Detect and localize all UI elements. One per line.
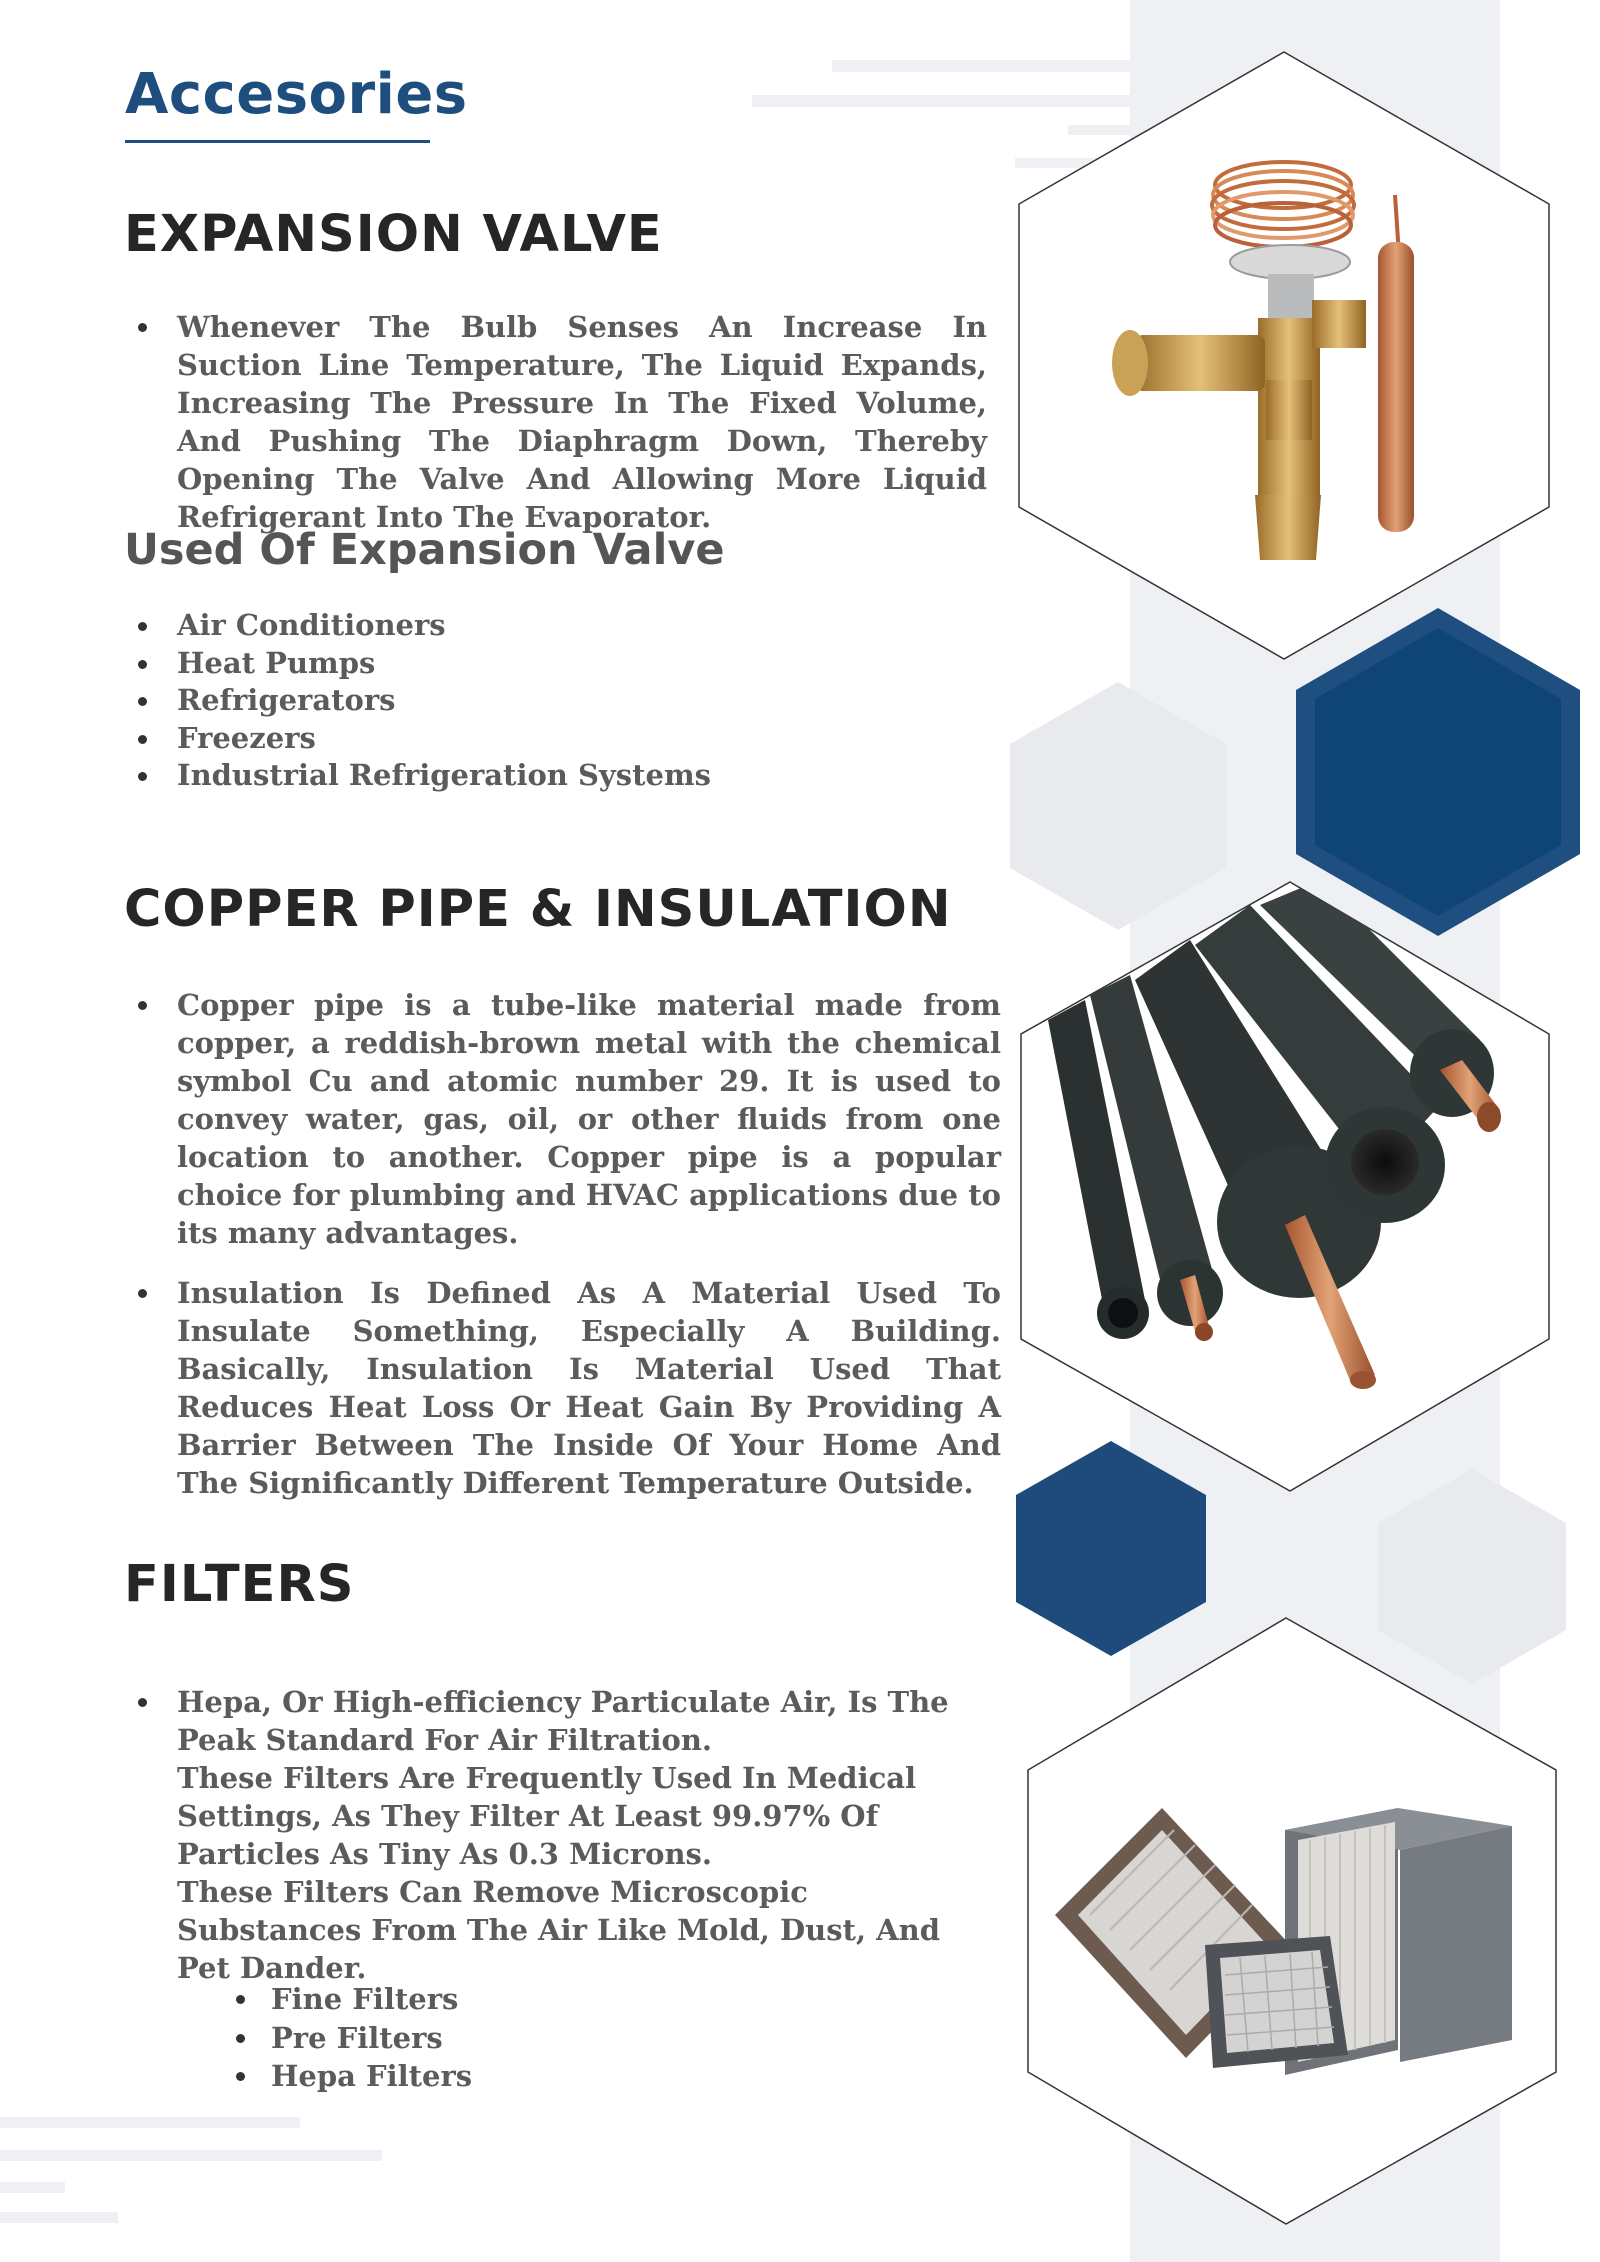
- list-item: Air Conditioners: [133, 607, 833, 645]
- list-item: Industrial Refrigeration Systems: [133, 757, 833, 795]
- expansion-valve-heading: EXPANSION VALVE: [124, 205, 663, 264]
- filters-line: Hepa, Or High-efficiency Particulate Air, Is The Peak Standard For Air Filtration.: [177, 1685, 949, 1757]
- navy-hexagon: [1016, 1441, 1206, 1656]
- copper-pipe-list: [133, 986, 1001, 1502]
- uses-heading: Used Of Expansion Valve: [124, 525, 725, 575]
- filter-types-list: [230, 1980, 472, 2096]
- title-underline: [125, 140, 430, 143]
- copper-pipe-heading: COPPER PIPE & INSULATION: [124, 880, 952, 939]
- list-item: Heat Pumps: [133, 645, 833, 683]
- filters-line: These Filters Can Remove Microscopic Substances From The Air Like Mold, Dust, And Pet Dander.: [177, 1875, 941, 1985]
- filters-line: These Filters Are Frequently Used In Medical Settings, As They Filter At Least 99.97% Of Particles As Tiny As 0.3 Microns.: [177, 1761, 917, 1871]
- filters-description-list: [133, 1683, 1001, 1987]
- copper-pipe-description: Copper pipe is a tube-like material made from copper, a reddish-brown metal with the chemical symbol Cu and atomic number 29. It is used to convey water, gas, oil, or other fluids from one location to another. Copper pipe is a popular choice for plumbing and HVAC applications due to its many advantages.: [133, 986, 1001, 1252]
- insulation-description: Insulation Is Defined As A Material Used To Insulate Something, Especially A Building. Basically, Insulation Is Material Used That Reduces Heat Loss Or Heat Gain By Providing A Barrier Between The Inside Of Your Home And The Significantly Different Temperature Outside.: [133, 1274, 1001, 1502]
- list-item: Hepa Filters: [230, 2057, 472, 2096]
- grey-hexagon: [1010, 682, 1226, 930]
- page-title: Accesories: [125, 62, 468, 127]
- uses-list: [133, 607, 833, 795]
- filters-heading: FILTERS: [124, 1555, 355, 1614]
- list-item: Refrigerators: [133, 682, 833, 720]
- grey-hexagon: [1378, 1469, 1566, 1684]
- list-item: Pre Filters: [230, 2019, 472, 2058]
- list-item: Fine Filters: [230, 1980, 472, 2019]
- expansion-valve-description: Whenever The Bulb Senses An Increase In Suction Line Temperature, The Liquid Expands, Increasing The Pressure In The Fixed Volume, And Pushing The Diaphragm Down, Thereby Opening The Valve And Allowing More Liquid Refrigerant Into The Evaporator.: [133, 308, 987, 536]
- list-item: Freezers: [133, 720, 833, 758]
- expansion-valve-description-list: [133, 308, 987, 536]
- filters-description: [133, 1683, 1001, 1987]
